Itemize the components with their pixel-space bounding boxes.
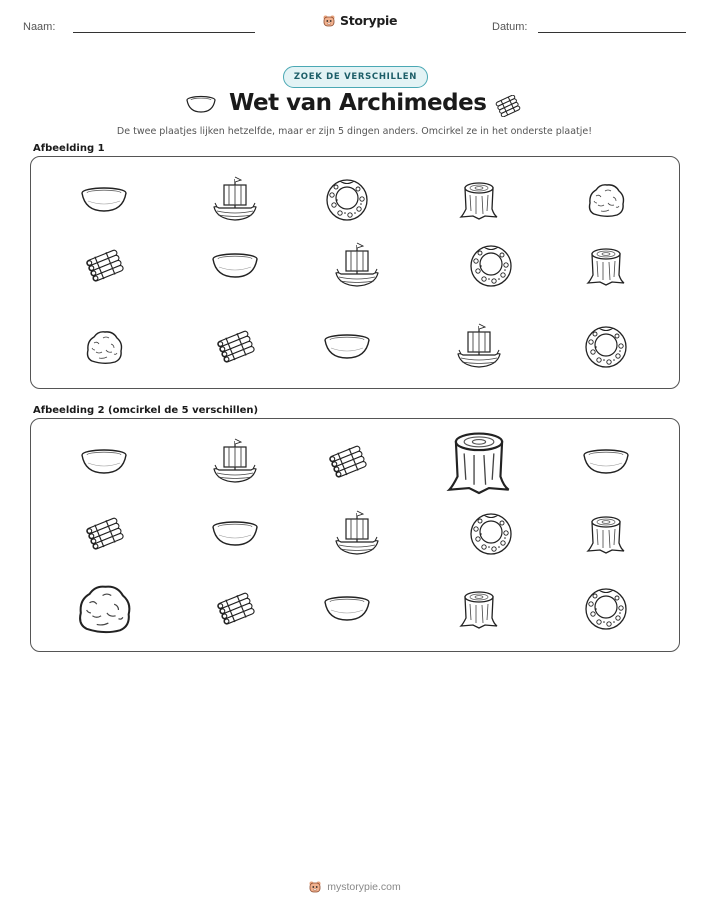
picture-1-item-ship-icon [457, 324, 501, 370]
page-title: Wet van Archimedes [229, 90, 487, 116]
picture-1-item-bowl-icon [322, 332, 372, 362]
picture-2-item-logs-icon[interactable] [324, 445, 370, 479]
instructions: De twee plaatjes lijken hetzelfde, maar er zijn 5 dingen anders. Omcirkel ze in het onderste plaatje! [116, 126, 593, 137]
footer [0, 880, 709, 894]
picture-2-label: Afbeelding 2 (omcirkel de 5 verschillen) [33, 405, 259, 416]
picture-2-item-bowl-icon[interactable] [79, 447, 129, 477]
picture-1-label: Afbeelding 1 [33, 143, 105, 154]
picture-1-item-ship-icon [335, 243, 379, 289]
storypie-mascot-icon [308, 880, 322, 894]
picture-1-item-necklace-icon [468, 243, 514, 289]
name-label: Naam: [23, 21, 56, 33]
footer-url: mystorypie.com [327, 881, 401, 893]
picture-1-item-stump-icon [586, 245, 626, 287]
picture-2-item-stump-icon[interactable] [446, 427, 512, 496]
bowl-icon [185, 95, 217, 115]
brand-name: Storypie [340, 13, 398, 28]
picture-2-item-ship-icon[interactable] [213, 439, 257, 485]
picture-1-item-necklace-icon [583, 324, 629, 370]
picture-2-item-necklace-icon[interactable] [468, 511, 514, 557]
picture-2-item-ship-icon[interactable] [335, 511, 379, 557]
date-field[interactable] [538, 32, 686, 33]
logs-icon [492, 95, 524, 117]
picture-1-item-rock-icon [84, 328, 124, 366]
picture-2-item-logs-icon[interactable] [81, 517, 127, 551]
picture-2-item-stump-icon[interactable] [586, 513, 626, 555]
picture-2-item-bowl-icon[interactable] [210, 519, 260, 549]
picture-1-item-ship-icon [213, 177, 257, 223]
picture-1-item-logs-icon [212, 330, 258, 364]
picture-2-item-bowl-icon[interactable] [322, 594, 372, 624]
picture-1-item-stump-icon [459, 179, 499, 221]
picture-1-item-bowl-icon [210, 251, 260, 281]
picture-1-item-logs-icon [81, 249, 127, 283]
picture-1-item-bowl-icon [79, 185, 129, 215]
picture-1-item-rock-icon [586, 181, 626, 219]
picture-1-item-necklace-icon [324, 177, 370, 223]
activity-badge: ZOEK DE VERSCHILLEN [283, 66, 428, 88]
picture-2-item-logs-icon[interactable] [212, 592, 258, 626]
brand-logo [322, 13, 397, 28]
name-field[interactable] [73, 32, 255, 33]
storypie-mascot-icon [322, 14, 336, 28]
picture-2-item-necklace-icon[interactable] [583, 586, 629, 632]
date-label: Datum: [492, 21, 528, 33]
picture-2-item-stump-icon[interactable] [459, 588, 499, 630]
picture-2-item-bowl-icon[interactable] [581, 447, 631, 477]
picture-2-item-rock-icon[interactable] [75, 581, 133, 636]
